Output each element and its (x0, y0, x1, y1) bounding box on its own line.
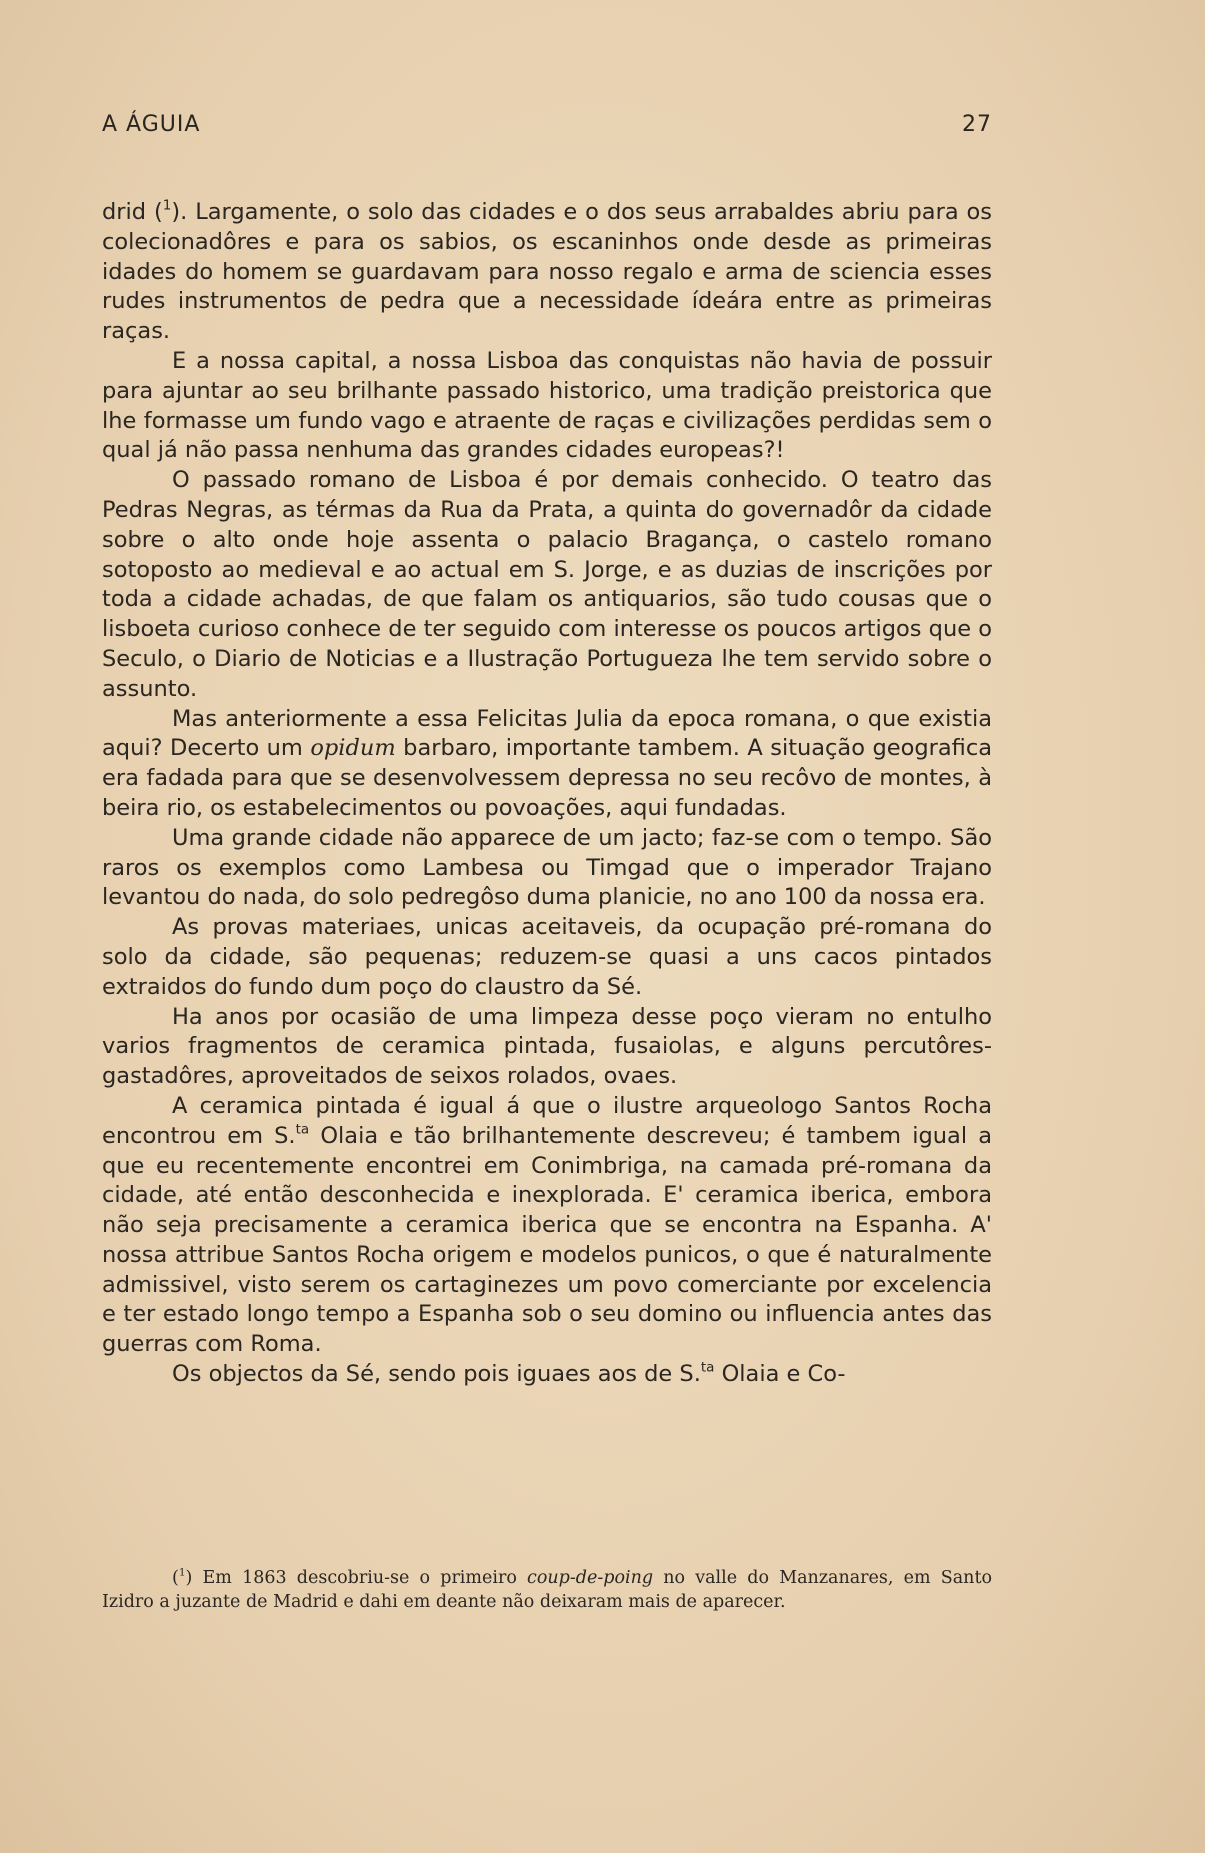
paragraph-9: Os objectos da Sé, sendo pois iguaes aos de S.$^{ta}$ Olaia e Co- (172, 1359, 846, 1388)
footnote-reference: 1 (162, 197, 172, 214)
abbreviation-superscript: ta (295, 1121, 310, 1138)
paragraph-6: As provas materiaes, unicas aceitaveis, da ocupação pré-romana do solo da cidade, são pequenas; reduzem-se quasi a uns cacos pintados extraidos do fundo dum poço do claustro da Sé. (102, 914, 992, 1000)
paragraph-4: Mas anteriormente a essa Felicitas Julia da epoca romana, o que existia aqui? Decerto um opidum barbaro, importante tambem. A situação geografica era fadada para que se desenvolvessem depressa no seu recôvo de montes, à beira rio, os estabelecimentos ou povoações, aqui fundadas. (102, 705, 992, 821)
paragraph-2: E a nossa capital, a nossa Lisboa das conquistas não havia de possuir para ajuntar ao seu brilhante passado historico, uma tradição preistorica que lhe formasse um fundo vago e atraente de raças e civilizações perdidas sem o qual já não passa nenhuma das grandes cidades europeas?! (102, 347, 992, 464)
footnote-1: ($^1$) Em 1863 descobriu-se o primeiro coup-de-poing no valle do Manzanares, em Santo Izidro a juzante de Madrid e dahi em deante não deixaram mais de aparecer. (102, 1566, 993, 1612)
running-title: A ÁGUIA (102, 112, 201, 137)
paragraph-1: drid ($^1$). Largamente, o solo das cidades e o dos seus arrabaldes abriu para os colecionadôres e para os sabios, os escaninhos onde desde as primeiras idades do homem se guardavam para nosso regalo e arma de sciencia esses rudes instrumentos de pedra que a necessidade ídeára entre as primeiras raças. (102, 197, 992, 345)
paragraph-3: O passado romano de Lisboa é por demais conhecido. O teatro das Pedras Negras, as térmas da Rua da Prata, a quinta do governadôr da cidade sobre o alto onde hoje assenta o palacio Bragança, o castelo romano sotoposto ao medieval e ao actual em S. Jorge, e as duzias de inscrições por toda a cidade achadas, de que falam os antiquarios, são tudo cousas que o lisboeta curioso conhece de ter seguido com interesse os poucos artigos que o Seculo, o Diario de Noticias e a Ilustração Portugueza lhe tem servido sobre o assunto. (102, 467, 992, 702)
main-text (102, 198, 992, 1390)
abbreviation-superscript: ta (700, 1359, 715, 1376)
paragraph-7: Ha anos por ocasião de uma limpeza desse poço vieram no entulho varios fragmentos de ceramica pintada, fusaiolas, e alguns percutôres-gastadôres, aproveitados de seixos rolados, ovaes. (102, 1003, 992, 1090)
italic-term: opidum (310, 735, 396, 762)
paragraph-8: A ceramica pintada é igual á que o ilustre arqueologo Santos Rocha encontrou em S.$^{ta}$ Olaia e tão brilhantemente descreveu; é tambem igual a que eu recentemente encontrei em Conimbriga, na camada pré-romana da cidade, até então desconhecida e inexplorada. E' ceramica iberica, embora não seja precisamente a ceramica iberica que se encontra na Espanha. A' nossa attribue Santos Rocha origem e modelos punicos, o que é naturalmente admissivel, visto serem os cartaginezes um povo comerciante por excelencia e ter estado longo tempo a Espanha sob o seu domino ou influencia antes das guerras com Roma. (102, 1092, 993, 1358)
page-header (102, 112, 992, 142)
footnotes (102, 1566, 992, 1614)
italic-term: coup-de-poing (527, 1568, 654, 1588)
paragraph-5: Uma grande cidade não apparece de um jacto; faz-se com o tempo. São raros os exemplos como Lambesa ou Timgad que o imperador Trajano levantou do nada, do solo pedregôso duma planicie, no ano 100 da nossa era. (102, 824, 992, 911)
page-number: 27 (962, 112, 992, 137)
